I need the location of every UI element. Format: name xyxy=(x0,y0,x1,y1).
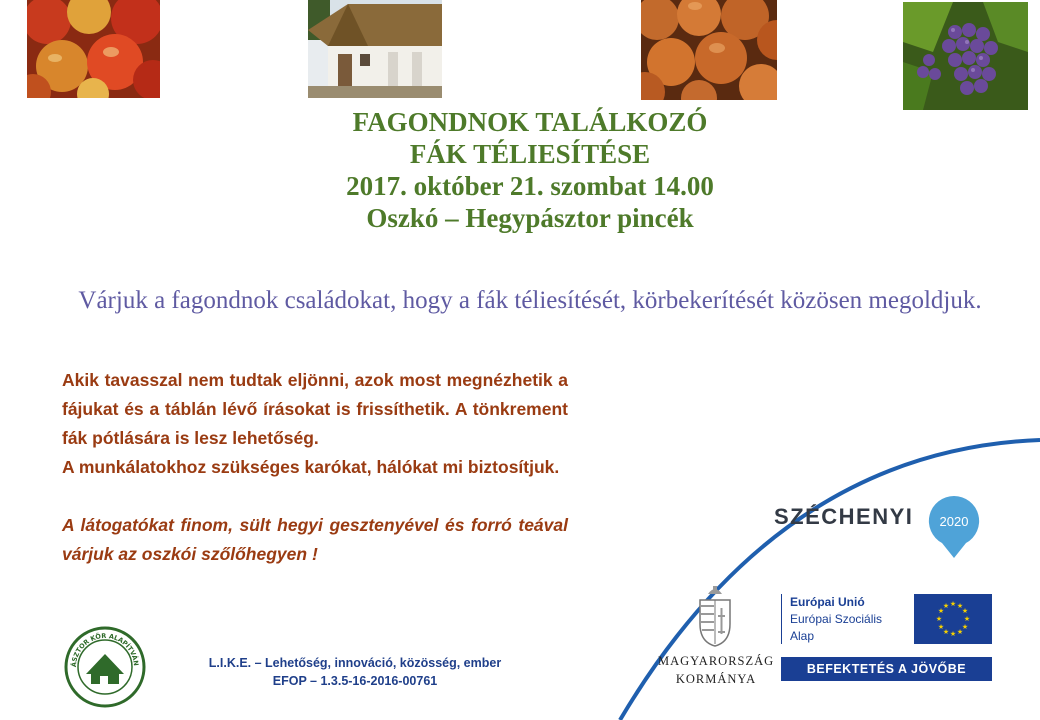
eu-line-2: Európai Szociális xyxy=(790,612,883,626)
svg-text:★: ★ xyxy=(961,607,969,615)
project-name: L.I.K.E. – Lehetőség, innováció, közösség, ember xyxy=(208,656,502,670)
eu-line-3: Alap xyxy=(790,629,815,643)
event-location: Oszkó – Hegypásztor pincék xyxy=(366,203,694,233)
govt-line-1: MAGYARORSZÁG xyxy=(658,654,775,668)
hungarian-government-label xyxy=(658,652,774,688)
grapes-photo xyxy=(903,2,1028,110)
thatched-house-photo xyxy=(308,0,442,98)
svg-text:★: ★ xyxy=(963,615,971,623)
svg-text:★: ★ xyxy=(949,630,957,638)
svg-text:★: ★ xyxy=(935,615,943,623)
govt-line-2: KORMÁNYA xyxy=(675,672,757,686)
intro-text: Várjuk a fagondnok családokat, hogy a fák téliesítését, körbekerítését közösen megoldjuk. xyxy=(78,287,982,314)
svg-text:★: ★ xyxy=(937,623,945,631)
eu-flag-icon xyxy=(914,594,992,644)
svg-text:★: ★ xyxy=(942,602,950,610)
invest-banner: BEFEKTETÉS A JÖVŐBE xyxy=(781,657,992,681)
szechenyi-label: SZÉCHENYI xyxy=(774,504,914,529)
szechenyi-2020-pin-icon xyxy=(926,494,982,560)
body-text xyxy=(62,366,568,569)
project-footer xyxy=(170,654,540,690)
szechenyi-year: 2020 xyxy=(939,514,969,529)
eu-fund-label xyxy=(790,594,882,645)
svg-text:★: ★ xyxy=(942,628,950,636)
hungarian-crest-icon xyxy=(694,584,736,648)
svg-text:★: ★ xyxy=(937,607,945,615)
project-code: EFOP – 1.3.5-16-2016-00761 xyxy=(272,674,438,688)
hegypasztor-logo xyxy=(64,626,146,708)
body-paragraph-1: Akik tavasszal nem tudtak eljönni, azok most megnézhetik a fájukat és a táblán lévő írásokat is frissíthetik. A tönkrement fák pótlására is lesz lehetőség. xyxy=(62,370,568,448)
event-title xyxy=(230,106,830,234)
body-paragraph-2: A munkálatokhoz szükséges karókat, hálókat mi biztosítjuk. xyxy=(62,457,560,477)
svg-text:★: ★ xyxy=(961,623,969,631)
logo-arc-text: ÁSZTOR KÖR ALAPÍTVÁN xyxy=(69,631,141,668)
event-date: 2017. október 21. szombat 14.00 xyxy=(346,171,714,201)
apples-photo xyxy=(27,0,160,98)
eu-divider xyxy=(781,594,782,644)
eu-line-1: Európai Unió xyxy=(790,595,865,609)
body-paragraph-3: A látogatókat finom, sült hegyi gesztenyével és forró teával várjuk az oszkói szőlőhegyen ! xyxy=(62,515,568,564)
pears-photo xyxy=(641,0,777,100)
title-line-1: FAGONDNOK TALÁLKOZÓ xyxy=(352,107,708,137)
title-line-2: FÁK TÉLIESÍTÉSE xyxy=(409,139,651,169)
svg-text:★: ★ xyxy=(949,600,957,608)
svg-text:★: ★ xyxy=(956,628,964,636)
svg-text:★: ★ xyxy=(956,602,964,610)
